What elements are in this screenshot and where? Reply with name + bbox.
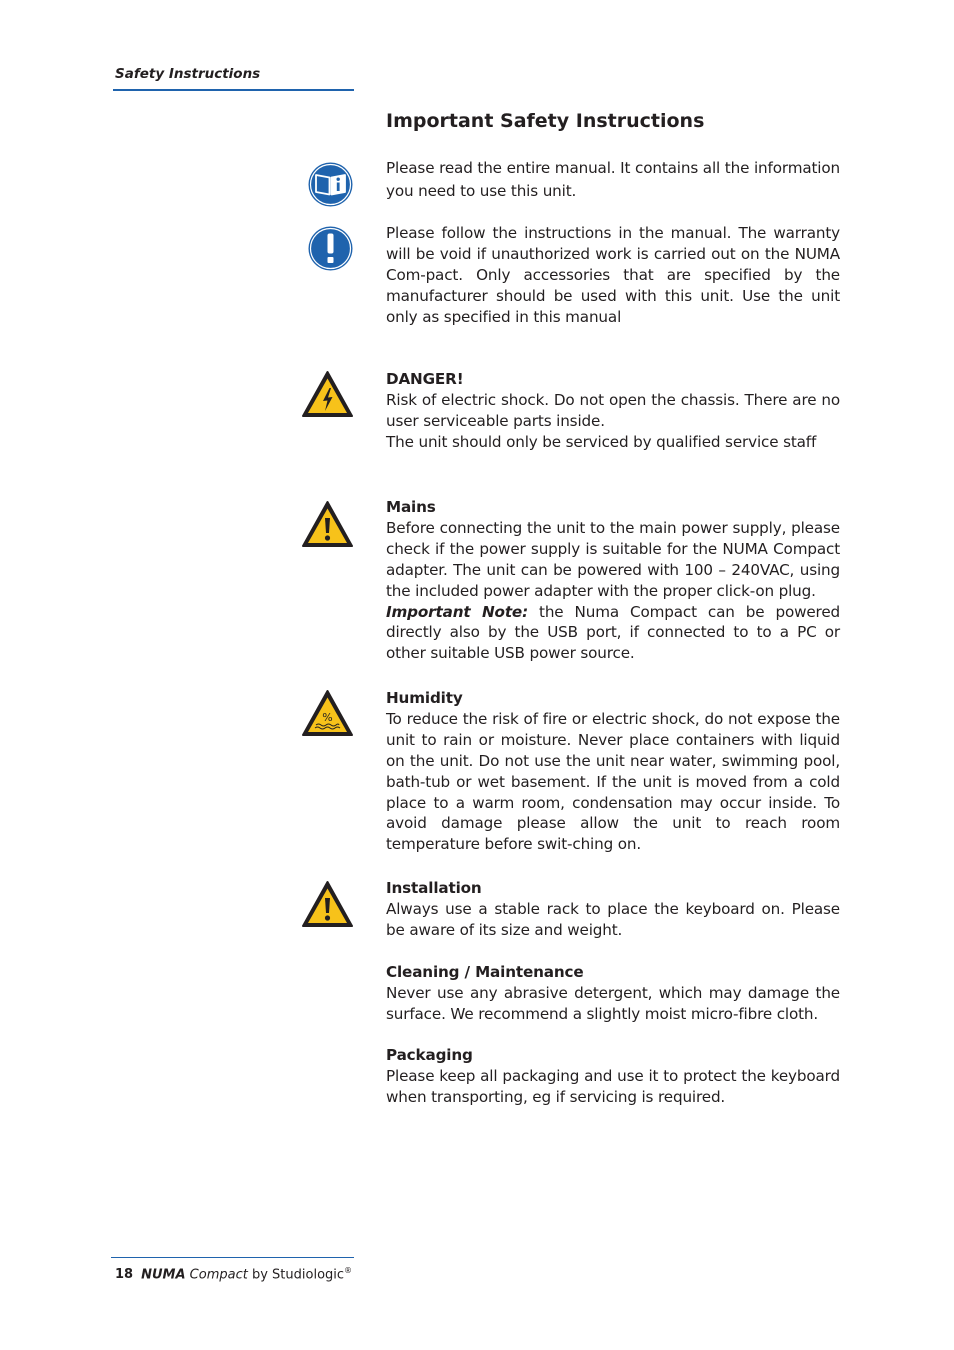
mains-note [386, 602, 840, 665]
cleaning-text: Never use any abrasive detergent, which may damage the surface. We recommend a slightly moist micro-fibre cloth. [386, 983, 840, 1023]
danger-service-text: The unit should only be serviced by qualified service staff [386, 432, 817, 451]
packaging-text: Please keep all packaging and use it to protect the keyboard when transporting, eg if servicing is required. [386, 1066, 840, 1106]
mains-text: Before connecting the unit to the main power supply, please check if the power supply is suitable for the NUMA Compact adapter. The unit can be powered with 100 – 240VAC, using the included power adapter with the proper click-on plug. [386, 518, 840, 600]
footer-brand-name: NUMA [141, 1267, 186, 1283]
page-heading: Important Safety Instructions [386, 110, 705, 132]
mains-note-text: the Numa Compact can be powered directly also by the USB port, if connected to to a PC or other suitable USB power source. [386, 602, 841, 663]
follow-instructions-block [386, 223, 840, 328]
installation-text: Always use a stable rack to place the keyboard on. Please be aware of its size and weight. [386, 899, 840, 939]
footer-rule [111, 1257, 354, 1258]
danger-text: Risk of electric shock. Do not open the chassis. There are no user serviceable parts inside. [386, 390, 840, 430]
mains-title: Mains [386, 498, 436, 516]
footer-brand [141, 1267, 248, 1282]
cleaning-title: Cleaning / Maintenance [386, 963, 584, 981]
read-manual-block [386, 157, 840, 203]
mains-note-label: Important Note: [386, 602, 529, 621]
footer-by: by Studiologic [247, 1267, 345, 1283]
installation-title: Installation [386, 879, 482, 897]
header-rule [113, 89, 354, 91]
danger-block [386, 369, 840, 453]
footer-trademark: ® [344, 1266, 353, 1275]
humidity-text: To reduce the risk of fire or electric shock, do not expose the unit to rain or moisture. Never place containers with liquid on the unit. Do not use the unit near water, swimming pool, bath-tub or wet basement. If the unit is moved from a cold place to a warm room, condensation may occur inside. To avoid damage please allow the unit to reach room temperature before swit-ching on. [386, 709, 840, 854]
humidity-title: Humidity [386, 689, 463, 707]
humidity-warning-icon [301, 689, 354, 737]
packaging-title: Packaging [386, 1046, 473, 1064]
follow-instructions-text: Please follow the instructions in the manual. The warranty will be void if unauthorized work is carried out on the NUMA Com-pact. Only accessories that are specified by the manufacturer should be used with this unit. Use the unit only as specified in this manual [386, 224, 840, 326]
packaging-block [386, 1045, 840, 1108]
electric-shock-warning-icon [301, 370, 354, 418]
page-number: 18 [115, 1267, 134, 1283]
danger-title: DANGER! [386, 370, 464, 388]
mains-block [386, 497, 840, 664]
header-section-title: Safety Instructions [115, 66, 261, 82]
page-footer [115, 1266, 352, 1282]
humidity-block [386, 688, 840, 855]
footer-model: Compact [189, 1267, 248, 1283]
cleaning-block [386, 962, 840, 1025]
exclamation-icon [307, 225, 354, 272]
general-warning-icon [301, 500, 354, 548]
read-manual-text: Please read the entire manual. It contains all the information you need to use this unit. [386, 159, 840, 200]
humidity-percent-symbol: % [322, 711, 333, 724]
book-info-icon [307, 161, 354, 208]
general-warning-icon [301, 880, 354, 928]
installation-block [386, 878, 840, 941]
